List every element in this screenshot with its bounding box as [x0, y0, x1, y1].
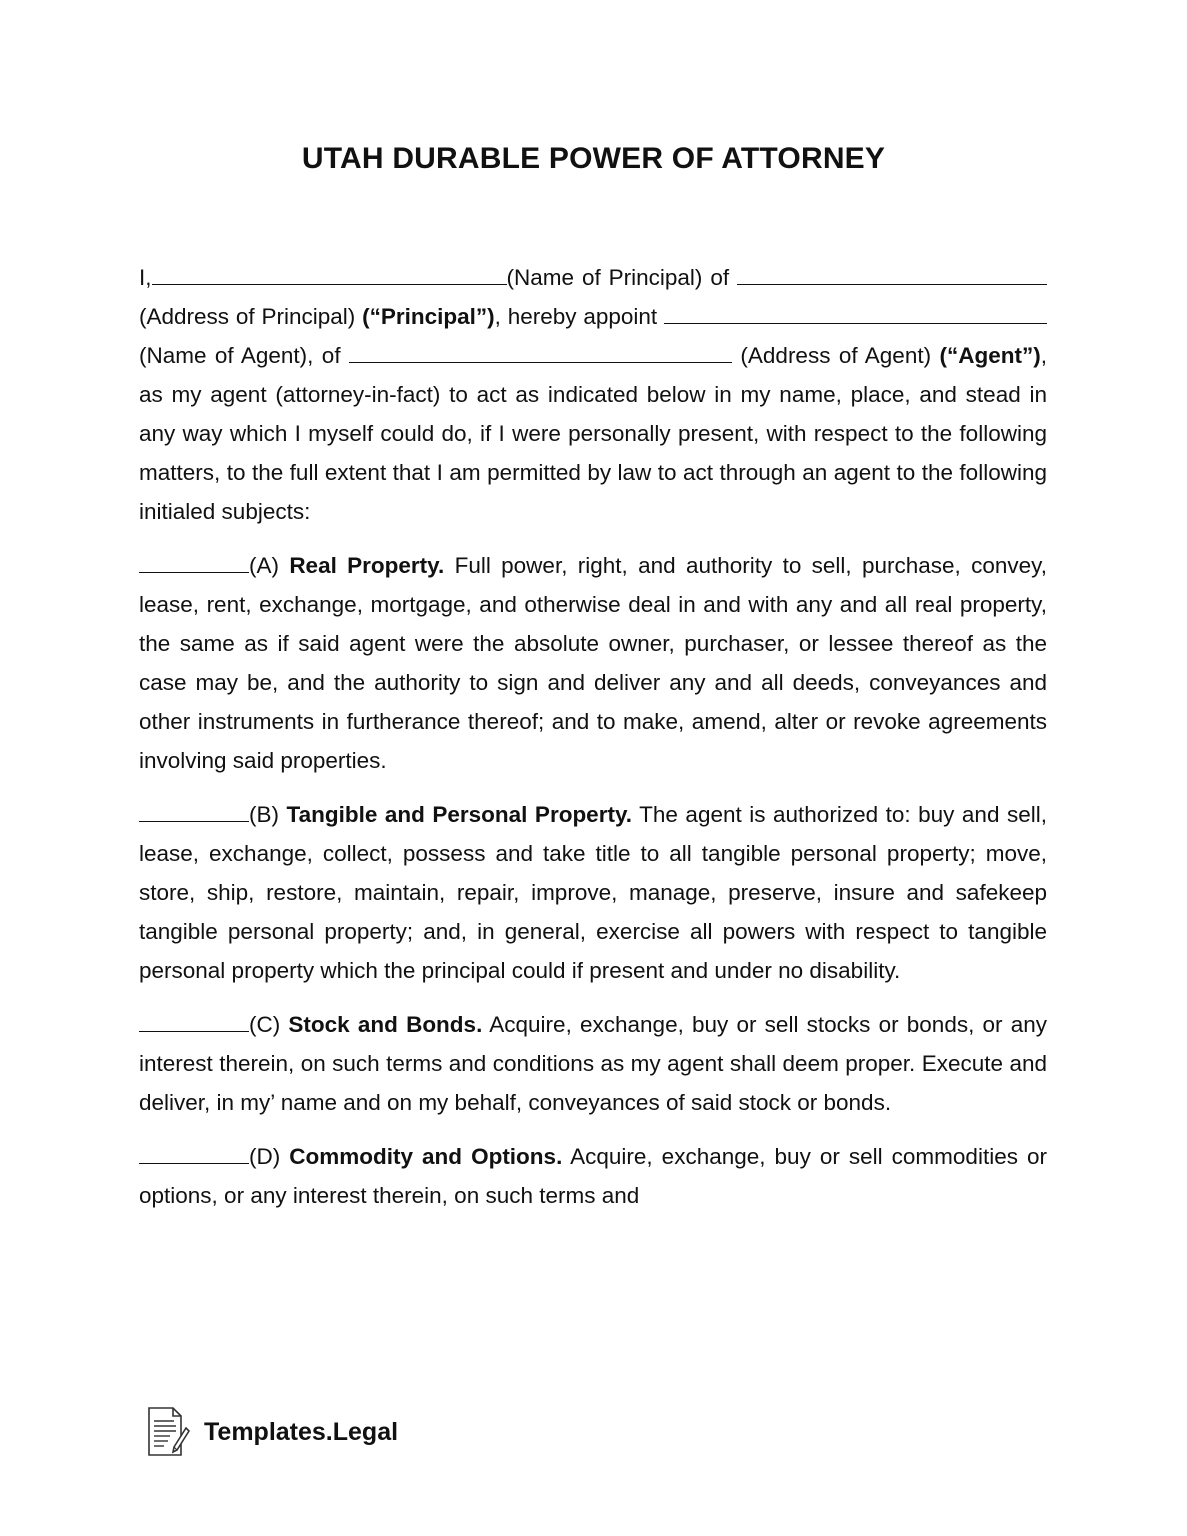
intro-text: I, — [139, 265, 152, 290]
section-a — [139, 546, 1047, 780]
intro-text: (Name of Principal) of — [506, 265, 737, 290]
initial-blank-c[interactable] — [139, 1031, 249, 1032]
section-heading: Commodity and Options. — [289, 1144, 563, 1169]
intro-text: (Address of Principal) — [139, 304, 363, 329]
intro-text: (Address of Agent) — [732, 343, 940, 368]
section-heading: Tangible and Personal Property. — [286, 802, 633, 827]
initial-blank-a[interactable] — [139, 572, 249, 573]
agent-address-blank[interactable] — [349, 362, 732, 363]
section-heading: Real Property. — [289, 553, 445, 578]
principal-address-blank[interactable] — [737, 284, 1047, 285]
section-body: The agent is authorized to: buy and sell, lease, exchange, collect, possess and take title to all tangible personal property; move, store, ship, restore, maintain, repair, improve, manage, preserve, insure and safekeep tangible personal property; and, in general, exercise all powers with respect to tangible personal property which the principal could if present and under no disability. — [139, 802, 1047, 983]
intro-text: , as my agent (attorney-in-fact) to act as indicated below in my name, place, and stead in any way which I myself could do, if I were personally present, with respect to the following matters, to the full extent that I am permitted by law to act through an agent to the following initialed subjects: — [139, 343, 1047, 524]
section-letter: (B) — [249, 802, 287, 827]
section-body: Full power, right, and authority to sell, purchase, convey, lease, rent, exchange, mortgage, and otherwise deal in and with any and all real property, the same as if said agent were the absolute owner, purchaser, or lessee thereof as the case may be, and the authority to sign and deliver any and all deeds, conveyances and other instruments in furtherance thereof; and to make, amend, alter or revoke agreements involving said properties. — [139, 553, 1047, 773]
section-letter: (D) — [249, 1144, 290, 1169]
page-title: UTAH DURABLE POWER OF ATTORNEY — [301, 142, 886, 175]
document-body — [139, 258, 1047, 1230]
agent-name-blank[interactable] — [664, 323, 1047, 324]
brand-name[interactable]: Templates.Legal — [204, 1417, 399, 1446]
section-letter: (A) — [249, 553, 290, 578]
initial-blank-d[interactable] — [139, 1163, 249, 1164]
agent-defined-term: (“Agent”) — [939, 343, 1041, 368]
section-heading: Stock and Bonds. — [288, 1012, 483, 1037]
section-b — [139, 795, 1047, 990]
initial-blank-b[interactable] — [139, 821, 249, 822]
section-body: Acquire, exchange, buy or sell stocks or bonds, or any interest therein, on such terms and conditions as my agent shall deem proper. Execute and deliver, in my’ name and on my behalf, conveyances of said stock or bonds. — [139, 1012, 1047, 1115]
section-d — [139, 1137, 1047, 1215]
intro-paragraph — [139, 258, 1047, 531]
document-pen-icon — [146, 1406, 190, 1458]
intro-text: (Name of Agent), of — [139, 343, 349, 368]
section-body: Acquire, exchange, buy or sell commodities or options, or any interest therein, on such terms and — [139, 1144, 1047, 1208]
principal-defined-term: (“Principal”) — [362, 304, 495, 329]
section-c — [139, 1005, 1047, 1122]
intro-text: , hereby appoint — [494, 304, 664, 329]
principal-name-blank[interactable] — [152, 284, 507, 285]
section-letter: (C) — [249, 1012, 289, 1037]
footer — [146, 1406, 398, 1458]
